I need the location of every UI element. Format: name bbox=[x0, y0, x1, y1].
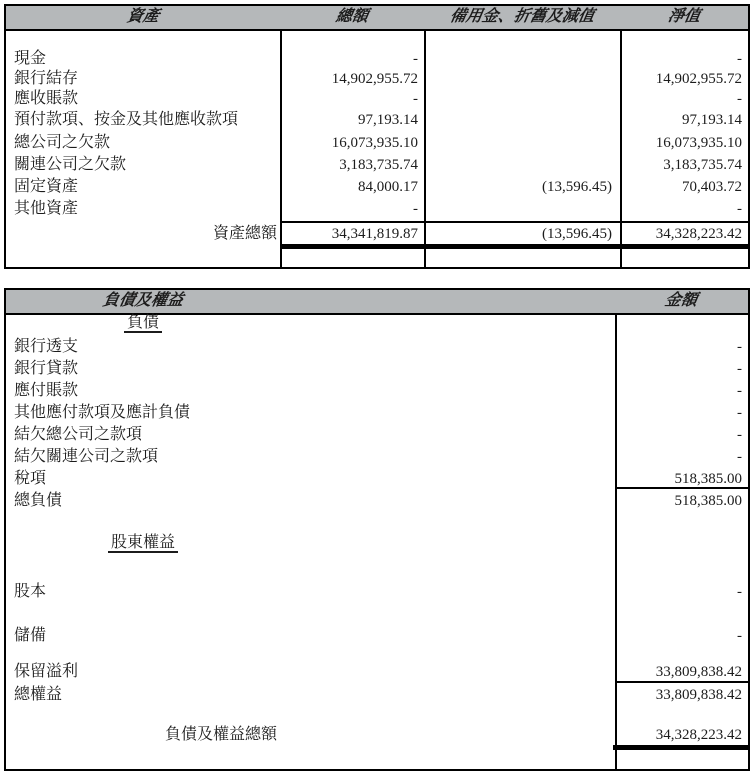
asset-total-value: - bbox=[413, 91, 418, 107]
asset-net-value: - bbox=[737, 91, 742, 107]
equity-amount-value: 33,809,838.42 bbox=[655, 664, 742, 680]
asset-row-label: 總公司之欠款 bbox=[14, 134, 111, 151]
liability-amount-value: - bbox=[737, 339, 742, 355]
grand-total-rule bbox=[613, 745, 748, 750]
table-row bbox=[6, 402, 748, 424]
grand-total-rule bbox=[280, 244, 748, 249]
table-row bbox=[6, 490, 748, 512]
liability-row-label: 銀行貸款 bbox=[14, 360, 79, 377]
assets-total-provision-value: (13,596.45) bbox=[542, 226, 612, 242]
assets-total-row bbox=[6, 223, 748, 245]
assets-header-row bbox=[6, 6, 748, 31]
grand-total-row bbox=[6, 724, 748, 746]
asset-net-value: 70,403.72 bbox=[682, 179, 742, 195]
liability-amount-value: - bbox=[737, 427, 742, 443]
liabilities-header-amount: 金額 bbox=[664, 292, 700, 309]
subtotal-rule bbox=[615, 487, 748, 489]
liabilities-header-item: 負債及權益 bbox=[101, 292, 185, 309]
liabilities-header-row bbox=[6, 290, 748, 315]
assets-table bbox=[4, 4, 750, 269]
table-row bbox=[6, 684, 748, 706]
liability-row-label: 應付賬款 bbox=[14, 382, 79, 399]
asset-row-label: 其他資產 bbox=[14, 200, 79, 217]
table-row bbox=[6, 88, 748, 110]
table-row bbox=[6, 581, 748, 603]
equity-row-label: 儲備 bbox=[14, 627, 47, 644]
equity-amount-value: - bbox=[737, 628, 742, 644]
table-row bbox=[6, 625, 748, 647]
assets-header-item: 資產 bbox=[125, 8, 161, 25]
asset-row-label: 銀行結存 bbox=[14, 70, 79, 87]
asset-row-label: 預付款項、按金及其他應收款項 bbox=[14, 111, 239, 128]
table-row bbox=[6, 68, 748, 90]
liability-amount-value: - bbox=[737, 449, 742, 465]
subtotal-rule bbox=[615, 681, 748, 683]
table-row bbox=[6, 358, 748, 380]
assets-total-label: 資產總額 bbox=[212, 225, 277, 242]
assets-header-total: 總額 bbox=[334, 8, 370, 25]
table-row bbox=[6, 48, 748, 70]
asset-net-value: 16,073,935.10 bbox=[655, 135, 742, 151]
asset-row-label: 應收賬款 bbox=[14, 90, 79, 107]
equity-row-label: 股本 bbox=[14, 583, 47, 600]
table-row bbox=[6, 661, 748, 683]
table-row bbox=[6, 109, 748, 131]
equity-row-label: 保留溢利 bbox=[14, 663, 79, 680]
asset-provision-value: (13,596.45) bbox=[542, 179, 612, 195]
liability-row-label: 其他應付款項及應計負債 bbox=[14, 404, 191, 421]
liability-row-label: 銀行透支 bbox=[14, 338, 79, 355]
asset-total-value: 97,193.14 bbox=[358, 112, 418, 128]
asset-net-value: 97,193.14 bbox=[682, 112, 742, 128]
table-row bbox=[6, 132, 748, 154]
table-row bbox=[6, 154, 748, 176]
liability-row-label: 稅項 bbox=[14, 470, 47, 487]
asset-row-label: 關連公司之欠款 bbox=[14, 156, 127, 173]
liability-amount-value: 518,385.00 bbox=[674, 471, 742, 487]
liabilities-section-heading: 負債 bbox=[6, 313, 280, 333]
table-row bbox=[6, 424, 748, 446]
asset-total-value: 84,000.17 bbox=[358, 179, 418, 195]
total-liabilities-value: 518,385.00 bbox=[674, 493, 742, 509]
table-row bbox=[6, 336, 748, 358]
asset-net-value: - bbox=[737, 201, 742, 217]
liability-amount-value: - bbox=[737, 405, 742, 421]
asset-total-value: - bbox=[413, 201, 418, 217]
liability-amount-value: - bbox=[737, 383, 742, 399]
total-equity-label: 總權益 bbox=[14, 686, 63, 703]
asset-total-value: 14,902,955.72 bbox=[331, 71, 418, 87]
asset-net-value: 14,902,955.72 bbox=[655, 71, 742, 87]
assets-header-net: 淨值 bbox=[666, 8, 702, 25]
grand-total-value: 34,328,223.42 bbox=[655, 727, 742, 743]
table-row bbox=[6, 446, 748, 468]
assets-total-value: 34,341,819.87 bbox=[331, 226, 418, 242]
liability-row-label: 結欠總公司之款項 bbox=[14, 426, 143, 443]
table-row bbox=[6, 380, 748, 402]
equity-section-heading: 股東權益 bbox=[6, 533, 280, 553]
assets-total-net-value: 34,328,223.42 bbox=[655, 226, 742, 242]
total-liabilities-label: 總負債 bbox=[14, 492, 63, 509]
asset-net-value: - bbox=[737, 51, 742, 67]
asset-row-label: 固定資產 bbox=[14, 178, 79, 195]
asset-total-value: - bbox=[413, 51, 418, 67]
liability-row-label: 結欠關連公司之款項 bbox=[14, 448, 159, 465]
asset-net-value: 3,183,735.74 bbox=[663, 157, 742, 173]
table-row bbox=[6, 176, 748, 198]
total-equity-value: 33,809,838.42 bbox=[655, 687, 742, 703]
asset-total-value: 16,073,935.10 bbox=[331, 135, 418, 151]
asset-total-value: 3,183,735.74 bbox=[339, 157, 418, 173]
equity-amount-value: - bbox=[737, 584, 742, 600]
grand-total-label: 負債及權益總額 bbox=[164, 726, 277, 743]
table-row bbox=[6, 198, 748, 220]
liabilities-equity-table bbox=[4, 288, 750, 771]
asset-row-label: 現金 bbox=[14, 50, 47, 67]
assets-header-provision: 備用金、折舊及減值 bbox=[448, 8, 596, 25]
liability-amount-value: - bbox=[737, 361, 742, 377]
